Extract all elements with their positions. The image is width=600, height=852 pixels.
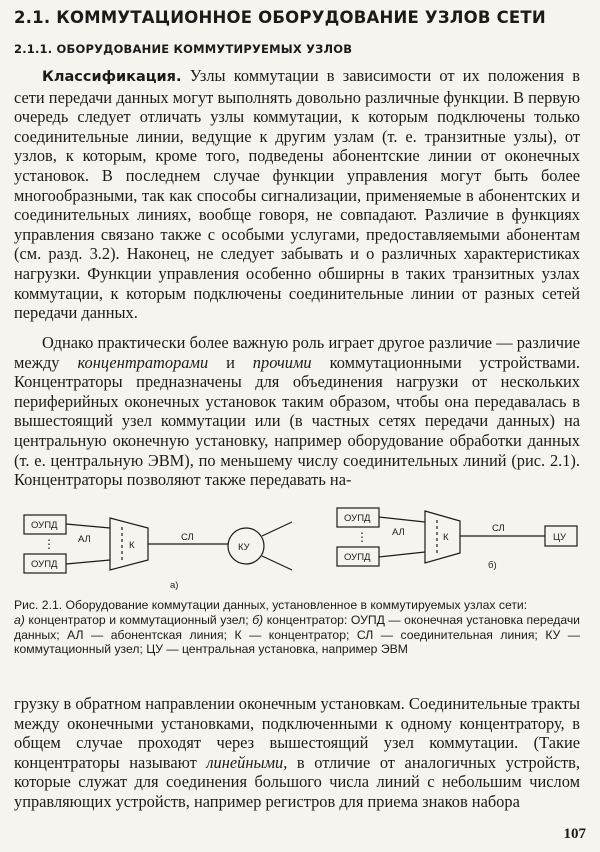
paragraph-text: в отличие от аналогичных устройств, которые служат для соединения большого числа линий с небольшим числом управляющих устройств, например регистров для приема знаков набора (14, 752, 580, 811)
caption-title: Рис. 2.1. Оборудование коммутации данных, установленное в коммутируемых узлах сети: (14, 598, 528, 612)
subsection-heading (14, 42, 589, 56)
paragraph-text: грузку в обратном направлении оконечным установкам. Соединительные тракты между оконечными установками, подключенными к одному концентратору, в общем случае проходят через вышестоящий узел коммутации. (Такие концентраторы называют (14, 694, 580, 772)
label-switching-node: КУ (238, 542, 250, 553)
section-heading (14, 8, 589, 27)
paragraph-text: коммутационными устройствами. Концентраторы предназначены для объединения нагрузки от нескольких периферийных оконечных установок таким образом, чтобы она передавалась в вышестоящий узел коммутации или (в частных сетях передачи данных) на центральную оконечную установку, например оборудование обработки данных (т. е. центральную ЭВМ), по меньшему числу соединительных линий (рис. 2.1). Концентраторы позволяют также передавать на- (14, 352, 581, 490)
label-concentrator: К (129, 540, 135, 551)
paragraph-classification (14, 66, 580, 323)
label-dots: ⋮ (356, 530, 368, 544)
section-number: 2.1. (14, 8, 51, 27)
label-terminal-top: ОУПД (31, 520, 58, 531)
section-title: КОММУТАЦИОННОЕ ОБОРУДОВАНИЕ УЗЛОВ СЕТИ (56, 8, 546, 27)
label-terminal-bottom: ОУПД (31, 559, 58, 570)
paragraph-text: и (226, 352, 235, 372)
label-connecting-line: СЛ (492, 523, 505, 534)
paragraph-concentrators (14, 333, 580, 490)
label-diagram-a: а) (170, 580, 179, 591)
label-diagram-b: б) (488, 560, 497, 571)
page-number: 107 (563, 826, 586, 842)
emphasis-term: прочими (252, 352, 312, 372)
label-subscriber-line: АЛ (78, 534, 91, 545)
label-subscriber-line: АЛ (392, 527, 405, 538)
paragraph-text: Однако практически более важную роль играет другое различие — различие между (14, 333, 580, 372)
figure-caption (14, 598, 580, 657)
label-connecting-line: СЛ (181, 532, 194, 543)
emphasis-term: концентраторами (77, 352, 209, 372)
label-dots: ⋮ (43, 537, 55, 551)
label-central-unit: ЦУ (553, 532, 567, 543)
label-concentrator: К (443, 532, 449, 543)
caption-legend (14, 613, 580, 657)
paragraph-text: Узлы коммутации в зависимости от их положения в сети передачи данных могут выполнять довольно различные функции. В первую очередь следует отличать узлы коммутации, к которым подключены только соединительные линии, ведущие к другим узлам (т. е. транзитные узлы), от узлов, к которым, кроме того, подведены абонентские линии от оконечных установок. В последнем случае функции управления могут быть более многообразными, так как способы сигнализации, применяемые в абонентских и соединительных линиях, вообще говоря, не совпадают. Различие в функциях управления связано также с особыми услугами, предоставляемыми абонентам (см. разд. 3.2). Наконец, не следует забывать и о различных характеристиках нагрузки. Функции управления особенно обширны в таких транзитных узлах коммутации, к которым подключены соединительные линии от разных сетей передачи данных. (14, 66, 580, 323)
label-terminal-bottom: ОУПД (344, 552, 371, 563)
figure-2-1 (0, 500, 600, 600)
caption-label-b: б) (252, 612, 264, 627)
runin-heading: Классификация. (42, 69, 182, 85)
caption-text-b: концентратор: ОУПД — оконечная установка передачи данных; АЛ — абонентская линия; К — концентратор; СЛ — соединительная линия; КУ — коммутационный узел; ЦУ — центральная установка, например ЭВМ (14, 612, 580, 657)
subsection-title: ОБОРУДОВАНИЕ КОММУТИРУЕМЫХ УЗЛОВ (56, 42, 353, 56)
caption-label-a: а) (14, 612, 25, 627)
emphasis-term: линейными, (206, 752, 288, 772)
caption-text-a: концентратор и коммутационный узел; (28, 612, 249, 627)
label-terminal-top: ОУПД (344, 513, 371, 524)
paragraph-continuation (14, 694, 580, 812)
network-diagram (0, 500, 600, 600)
subsection-number: 2.1.1. (14, 42, 53, 56)
